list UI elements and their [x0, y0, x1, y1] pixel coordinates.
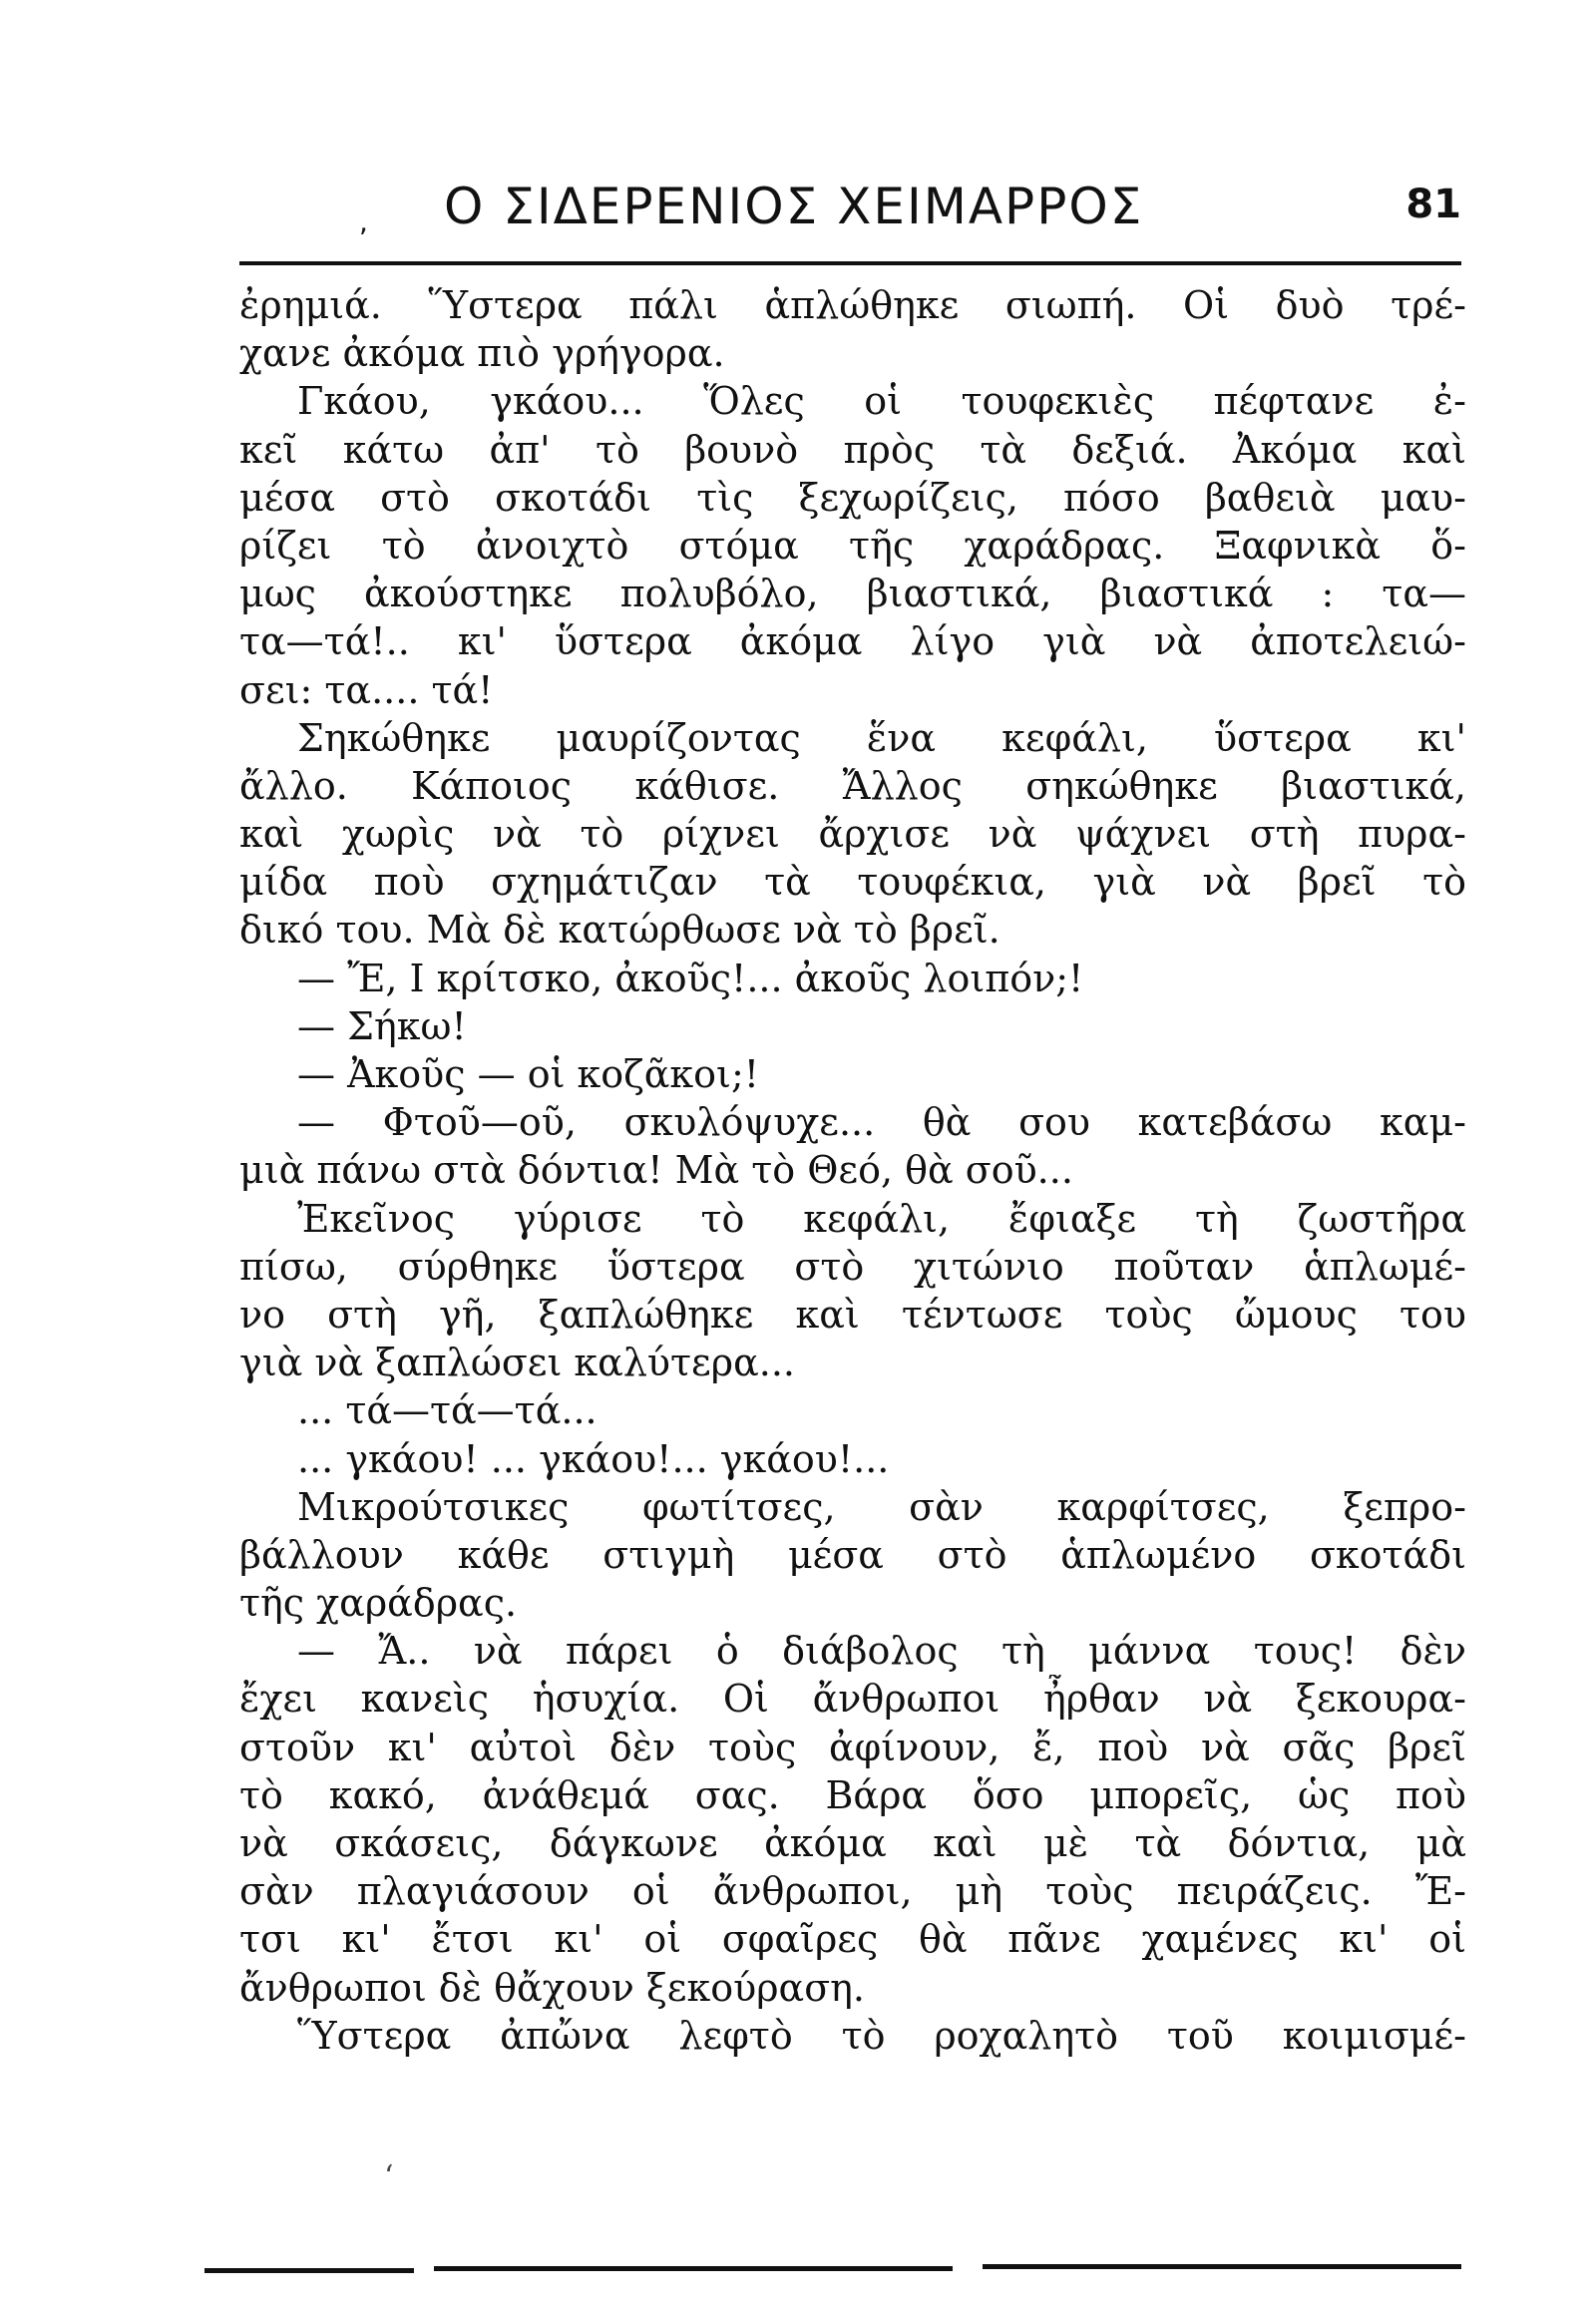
text-line: ἐρημιά. Ὕστερα πάλι ἁπλώθηκε σιωπή. Οἱ δυὸ τρέ-	[239, 283, 1466, 327]
page-number: 81	[1405, 182, 1461, 227]
text-line: Γκάου, γκάου... Ὅλες οἱ τουφεκιὲς πέφτανε ἐ-	[297, 379, 1466, 424]
text-line: μιὰ πάνω στὰ δόντια! Μὰ τὸ Θεό, θὰ σοῦ...	[239, 1148, 1073, 1193]
running-head	[239, 178, 1461, 247]
dialogue-line: — Σήκω!	[297, 1003, 467, 1048]
text-line: ... τά—τά—τά...	[297, 1388, 598, 1433]
text-line: ἔχει κανεὶς ἡσυχία. Οἱ ἄνθρωποι ἦρθαν νὰ ξεκουρα-	[239, 1677, 1466, 1722]
text-line: Ἐκεῖνος γύρισε τὸ κεφάλι, ἔφιαξε τὴ ζωστῆρα	[297, 1196, 1466, 1241]
text-line: τσι κι' ἔτσι κι' οἱ σφαῖρες θὰ πᾶνε χαμένες κι' οἱ	[239, 1917, 1466, 1962]
book-title: Ο ΣΙΔΕΡΕΝΙΟΣ ΧΕΙΜΑΡΡΟΣ	[444, 178, 1144, 235]
dialogue-line: — Ἔ, Ι κρίτσκο, ἀκοῦς!... ἀκοῦς λοιπόν;!	[297, 956, 1084, 1000]
text-line: δικό του. Μὰ δὲ κατώρθωσε νὰ τὸ βρεῖ.	[239, 908, 1000, 953]
scan-edge-segment	[204, 2268, 414, 2273]
dialogue-line: — Ἀκοῦς — οἱ κοζᾶκοι;!	[297, 1052, 760, 1096]
text-line: τὸ κακό, ἀνάθεμά σας. Βάρα ὅσο μπορεῖς, ὡς ποὺ	[239, 1772, 1466, 1817]
text-line: σει: τα.... τά!	[239, 667, 494, 712]
header-rule	[239, 261, 1461, 265]
text-line: ἄλλο. Κάποιος κάθισε. Ἄλλος σηκώθηκε βιαστικά,	[239, 763, 1466, 808]
text-line: καὶ χωρὶς νὰ τὸ ρίχνει ἄρχισε νὰ ψάχνει στὴ πυρα-	[239, 812, 1466, 857]
body-text	[239, 281, 1466, 2060]
text-line: νὰ σκάσεις, δάγκωνε ἀκόμα καὶ μὲ τὰ δόντια, μὰ	[239, 1821, 1466, 1865]
scan-edge-segment	[434, 2266, 953, 2271]
dialogue-line: — Ἄ.. νὰ πάρει ὁ διάβολος τὴ μάννα τους! δὲν	[297, 1629, 1466, 1674]
text-line: πίσω, σύρθηκε ὕστερα στὸ χιτώνιο ποῦταν ἁπλωμέ-	[239, 1244, 1466, 1289]
text-line: βάλλουν κάθε στιγμὴ μέσα στὸ ἁπλωμένο σκοτάδι	[239, 1532, 1466, 1577]
scan-edge-segment	[983, 2264, 1461, 2269]
text-line: στοῦν κι' αὐτοὶ δὲν τοὺς ἀφίνουν, ἔ, ποὺ νὰ σᾶς βρεῖ	[239, 1725, 1466, 1769]
text-line: Ὕστερα ἀπὤνα λεφτὸ τὸ ροχαλητὸ τοῦ κοιμισμέ-	[297, 2013, 1466, 2058]
text-line: μως ἀκούστηκε πολυβόλο, βιαστικά, βιαστικά : τα—	[239, 572, 1466, 616]
text-line: γιὰ νὰ ξαπλώσει καλύτερα...	[239, 1341, 795, 1385]
text-line: χανε ἀκόμα πιὸ γρήγορα.	[239, 331, 725, 376]
head-mark: ,	[359, 205, 368, 238]
text-line: σὰν πλαγιάσουν οἱ ἄνθρωποι, μὴ τοὺς πειράζεις. Ἔ-	[239, 1869, 1466, 1914]
dialogue-line: — Φτοῦ—οῦ, σκυλόψυχε... θὰ σου κατεβάσω καμ-	[297, 1100, 1466, 1145]
text-line: τα—τά!.. κι' ὕστερα ἀκόμα λίγο γιὰ νὰ ἀποτελειώ-	[239, 619, 1466, 664]
text-line: νο στὴ γῆ, ξαπλώθηκε καὶ τέντωσε τοὺς ὤμους του	[239, 1292, 1466, 1337]
stray-ink-mark: ʻ	[384, 2159, 394, 2194]
text-line: ρίζει τὸ ἀνοιχτὸ στόμα τῆς χαράδρας. Ξαφνικὰ ὅ-	[239, 523, 1466, 568]
text-line: μέσα στὸ σκοτάδι τὶς ξεχωρίζεις, πόσο βαθειὰ μαυ-	[239, 475, 1466, 520]
text-line: κεῖ κάτω ἀπ' τὸ βουνὸ πρὸς τὰ δεξιά. Ἀκόμα καὶ	[239, 427, 1466, 472]
text-line: τῆς χαράδρας.	[239, 1581, 518, 1626]
text-line: Μικρούτσικες φωτίτσες, σὰν καρφίτσες, ξεπρο-	[297, 1484, 1466, 1529]
text-line: μίδα ποὺ σχημάτιζαν τὰ τουφέκια, γιὰ νὰ βρεῖ τὸ	[239, 860, 1466, 905]
scan-edge-rule	[204, 2264, 1471, 2276]
text-line: ἄνθρωποι δὲ θἄχουν ξεκούραση.	[239, 1965, 865, 2010]
text-line: Σηκώθηκε μαυρίζοντας ἕνα κεφάλι, ὕστερα κι'	[297, 715, 1466, 760]
text-line: ... γκάου! ... γκάου!... γκάου!...	[297, 1436, 890, 1481]
